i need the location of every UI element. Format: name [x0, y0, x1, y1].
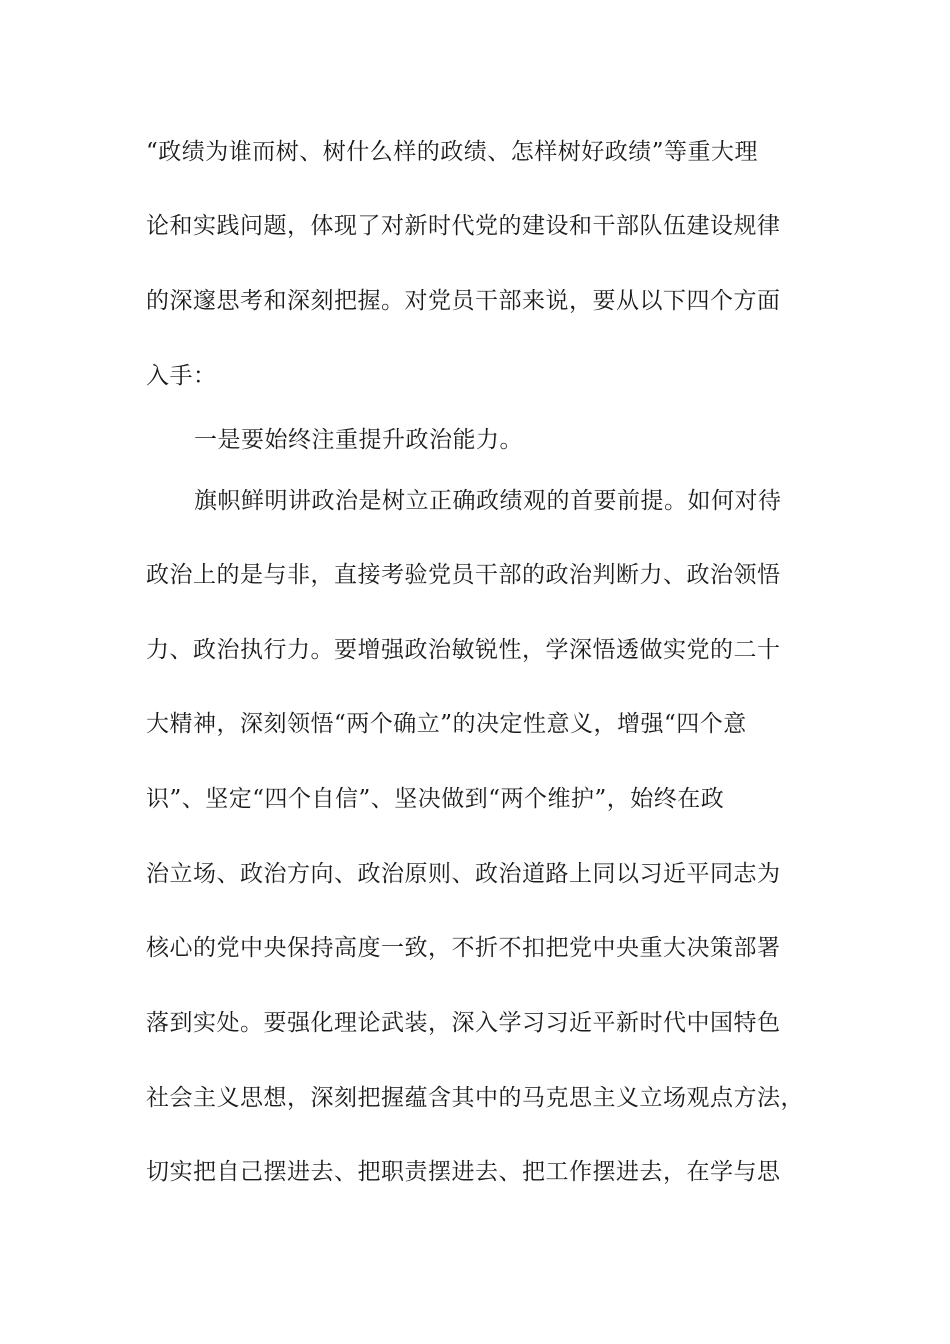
text-line: 入手：: [146, 363, 217, 389]
text-line: 论和实践问题，体现了对新时代党的建设和干部队伍建设规律: [146, 213, 781, 239]
text-line: 治立场、政治方向、政治原则、政治道路上同以习近平同志为: [146, 861, 781, 887]
section-heading: 一是要始终注重提升政治能力。: [194, 427, 523, 453]
text-line: 大精神，深刻领悟“两个确立”的决定性意义，增强“四个意: [146, 711, 747, 737]
text-line: 政治上的是与非，直接考验党员干部的政治判断力、政治领悟: [146, 562, 781, 588]
text-line: 的深邃思考和深刻把握。对党员干部来说，要从以下四个方面: [146, 288, 781, 314]
text-line: 落到实处。要强化理论武装，深入学习习近平新时代中国特色: [146, 1010, 781, 1036]
text-line: 旗帜鲜明讲政治是树立正确政绩观的首要前提。如何对待: [194, 488, 782, 514]
text-line: “政绩为谁而树、树什么样的政绩、怎样树好政绩”等重大理: [146, 139, 759, 165]
text-line: 社会主义思想，深刻把握蕴含其中的马克思主义立场观点方法，: [146, 1085, 804, 1111]
text-line: 识”、坚定“四个自信”、坚决做到“两个维护”，始终在政: [146, 786, 725, 812]
text-line: 力、政治执行力。要增强政治敏锐性，学深悟透做实党的二十: [146, 637, 781, 663]
text-line: 核心的党中央保持高度一致，不折不扣把党中央重大决策部署: [146, 935, 781, 961]
text-line: 切实把自己摆进去、把职责摆进去、把工作摆进去，在学与思: [146, 1159, 781, 1185]
